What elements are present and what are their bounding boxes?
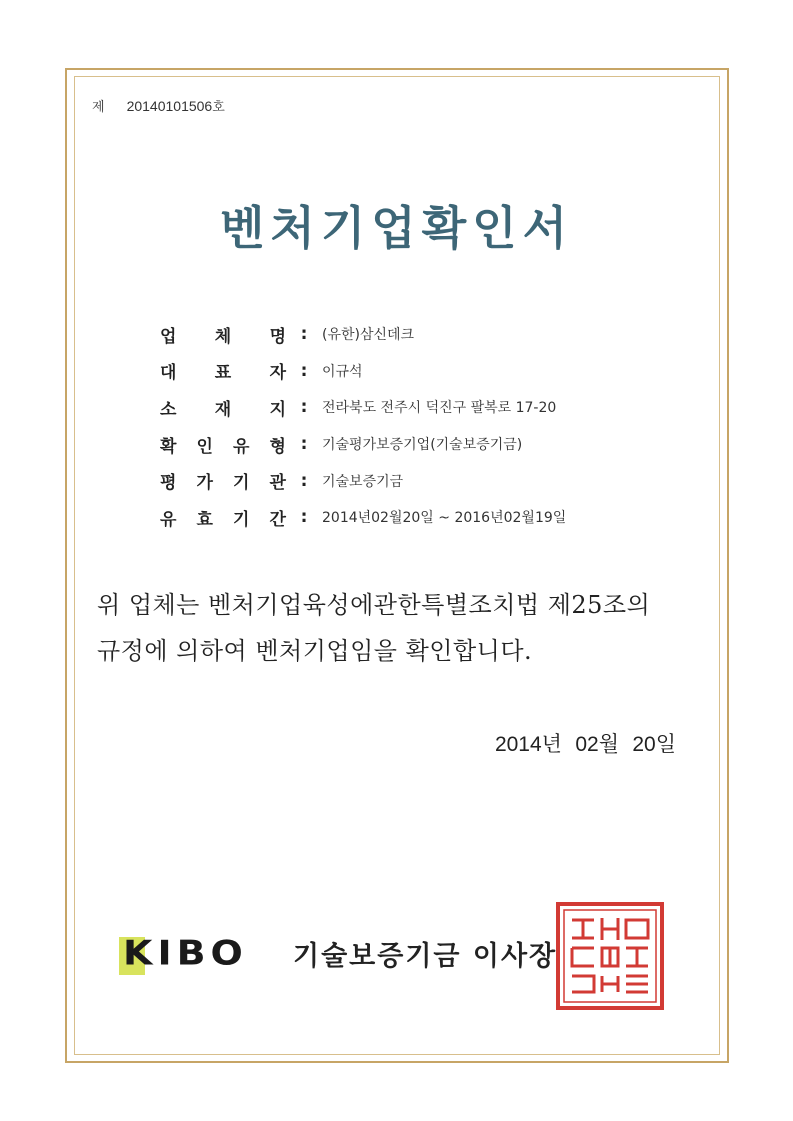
issuer-name: 기술보증기금 이사장 — [293, 940, 558, 972]
field-row-evaluator — [160, 462, 566, 499]
field-label-char: 확 — [160, 436, 177, 457]
issuer-block — [101, 931, 557, 975]
doc-number-value: 20140101506 — [126, 98, 213, 114]
field-label-char: 형 — [269, 436, 286, 457]
document-number — [92, 96, 225, 115]
kibo-logo — [101, 931, 281, 975]
field-label-char: 평 — [160, 473, 177, 494]
field-label-char: 기 — [233, 509, 250, 530]
field-label-char: 대 — [160, 363, 177, 384]
field-row-confirmation-type — [160, 426, 566, 463]
field-label-char: 유 — [160, 509, 177, 530]
field-label-char: 기 — [233, 473, 250, 494]
field-label-address — [160, 395, 286, 420]
statement-line-1: 위 업체는 벤처기업육성에관한특별조치법 제25조의 — [97, 591, 651, 619]
field-label-char: 지 — [269, 399, 286, 420]
logo-wordmark: KIBO — [123, 933, 248, 973]
issue-month-unit: 월 — [598, 733, 619, 756]
field-colon: : — [300, 360, 308, 381]
field-label-char: 표 — [214, 363, 232, 384]
certificate-fields — [160, 316, 566, 536]
issue-date — [495, 728, 676, 758]
field-value-company: (유한)삼신데크 — [322, 327, 415, 344]
issue-year: 2014 — [494, 733, 542, 756]
field-value-confirmation-type: 기술평가보증기업(기술보증기금) — [322, 437, 523, 454]
statement-line-2: 규정에 의하여 벤처기업임을 확인합니다. — [97, 637, 533, 665]
field-label-char: 가 — [196, 473, 213, 494]
field-label-representative — [160, 358, 286, 383]
field-label-char: 인 — [196, 436, 213, 457]
field-colon: : — [300, 470, 308, 491]
field-label-char: 자 — [269, 363, 286, 384]
field-row-validity-period — [160, 499, 566, 536]
field-label-company — [160, 322, 286, 347]
field-label-char: 업 — [160, 326, 177, 347]
doc-number-prefix: 제 — [92, 100, 105, 115]
certificate-statement — [97, 582, 717, 674]
field-label-char: 재 — [214, 399, 232, 420]
issue-year-unit: 년 — [541, 733, 562, 756]
field-row-address — [160, 389, 566, 426]
field-colon: : — [300, 324, 308, 345]
certificate-title: 벤처기업확인서 — [219, 201, 574, 255]
field-value-evaluator: 기술보증기금 — [322, 473, 404, 490]
official-seal-stamp — [554, 900, 666, 1012]
field-value-address: 전라북도 전주시 덕진구 팔복로 17-20 — [322, 400, 557, 417]
field-label-char: 소 — [160, 399, 177, 420]
field-value-validity-period: 2014년02월20일 ~ 2016년02월19일 — [322, 510, 567, 527]
field-label-confirmation-type — [160, 432, 286, 457]
doc-number-suffix: 호 — [212, 100, 225, 115]
issue-day: 20 — [632, 733, 656, 756]
field-label-char: 유 — [233, 436, 250, 457]
field-row-representative — [160, 353, 566, 390]
field-label-char: 관 — [269, 473, 286, 494]
issue-month: 02 — [575, 733, 599, 756]
field-label-char: 간 — [269, 509, 286, 530]
field-label-validity-period — [160, 505, 286, 530]
field-colon: : — [300, 507, 308, 528]
field-row-company — [160, 316, 566, 353]
field-label-char: 효 — [196, 509, 213, 530]
issue-day-unit: 일 — [655, 733, 676, 756]
field-label-evaluator — [160, 468, 286, 493]
field-label-char: 체 — [214, 326, 232, 347]
field-colon: : — [300, 434, 308, 455]
field-colon: : — [300, 397, 308, 418]
field-value-representative: 이규석 — [322, 363, 363, 380]
field-label-char: 명 — [269, 326, 286, 347]
